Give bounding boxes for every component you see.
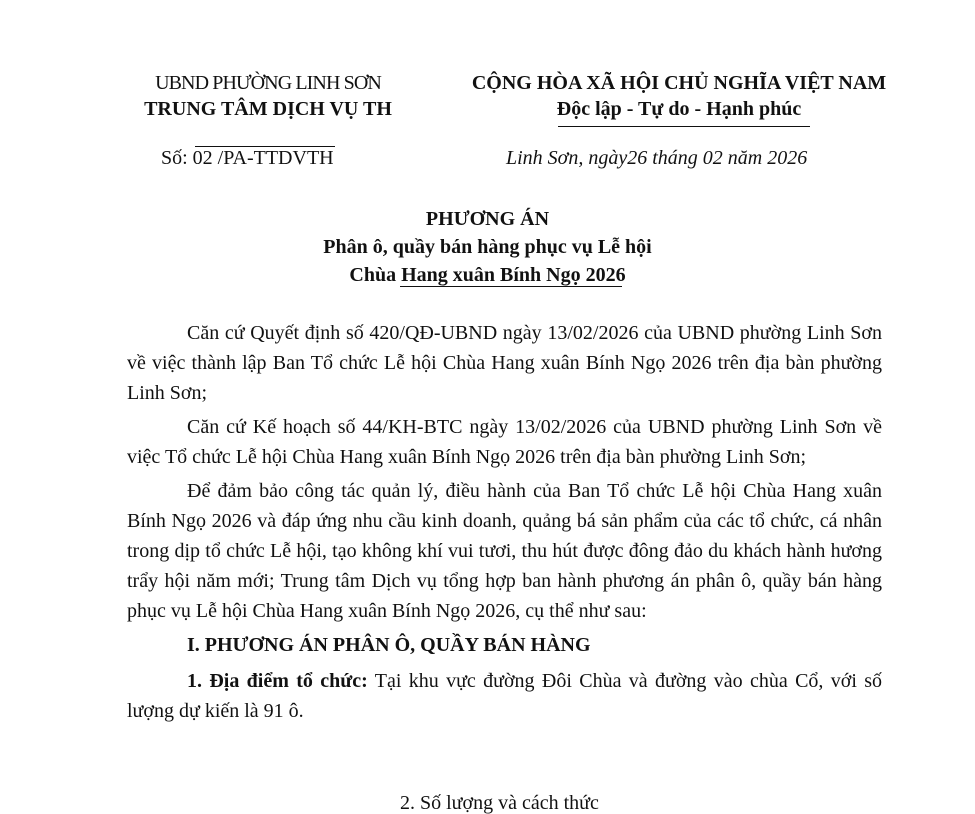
national-motto: Độc lập - Tự do - Hạnh phúc [556, 98, 802, 120]
purpose-paragraph: Để đảm bảo công tác quản lý, điều hành của Ban Tổ chức Lễ hội Chùa Hang xuân Bính Ngọ 2026 và đáp ứng nhu cầu kinh doanh, quảng bá sản phẩm của các tổ chức, cá nhân trong dịp tổ chức Lễ hội, tạo không khí vui tươi, thu hút được đông đảo du khách hành hương trẩy hội năm mới; Trung tâm Dịch vụ tổng hợp ban hành phương án phân ô, quầy bán hàng phục vụ Lễ hội Chùa Hang xuân Bính Ngọ 2026, cụ thể như sau: [127, 480, 882, 622]
issuing-agency-parent: UBND PHƯỜNG LINH SƠN [155, 72, 381, 94]
item-1-paragraph [127, 666, 882, 726]
title-type: PHƯƠNG ÁN [425, 208, 550, 230]
legal-basis-paragraph-2: Căn cứ Kế hoạch số 44/KH-BTC ngày 13/02/2026 của UBND phường Linh Sơn về việc Tổ chức Lễ hội Chùa Hang xuân Bính Ngọ 2026 trên địa bàn phường Linh Sơn; [127, 416, 882, 468]
section-heading-1: I. PHƯƠNG ÁN PHÂN Ô, QUẦY BÁN HÀNG [187, 634, 591, 656]
issuing-agency-name: TRUNG TÂM DỊCH VỤ TH [144, 98, 392, 120]
item-1-label: 1. Địa điểm tổ chức: [187, 670, 368, 692]
legal-basis-paragraph-1: Căn cứ Quyết định số 420/QĐ-UBND ngày 13/02/2026 của UBND phường Linh Sơn về việc thành lập Ban Tổ chức Lễ hội Chùa Hang xuân Bính Ngọ 2026 trên địa bàn phường Linh Sơn; [127, 322, 882, 404]
item-1-text: Tại khu vực đường Đôi Chùa và đường vào chùa Cổ, với số lượng dự kiến là 91 ô. [127, 670, 882, 722]
motto-underline [558, 126, 810, 127]
document-title [40, 205, 935, 289]
national-title: CỘNG HÒA XÃ HỘI CHỦ NGHĨA VIỆT NAM [471, 72, 887, 94]
national-motto-block [440, 70, 918, 122]
cropped-next-line: 2. Số lượng và cách thức [400, 792, 599, 814]
issuing-agency-block [118, 70, 418, 122]
document-body [127, 318, 882, 726]
title-subject-line1: Phân ô, quầy bán hàng phục vụ Lễ hội [323, 236, 652, 258]
document-number: Số: 02 /PA-TTDVTH [161, 147, 334, 169]
title-subject-line2: Chùa Hang xuân Bính Ngọ 2026 [349, 264, 626, 286]
title-underline [400, 286, 622, 287]
document-date: Linh Sơn, ngày26 tháng 02 năm 2026 [506, 147, 808, 169]
